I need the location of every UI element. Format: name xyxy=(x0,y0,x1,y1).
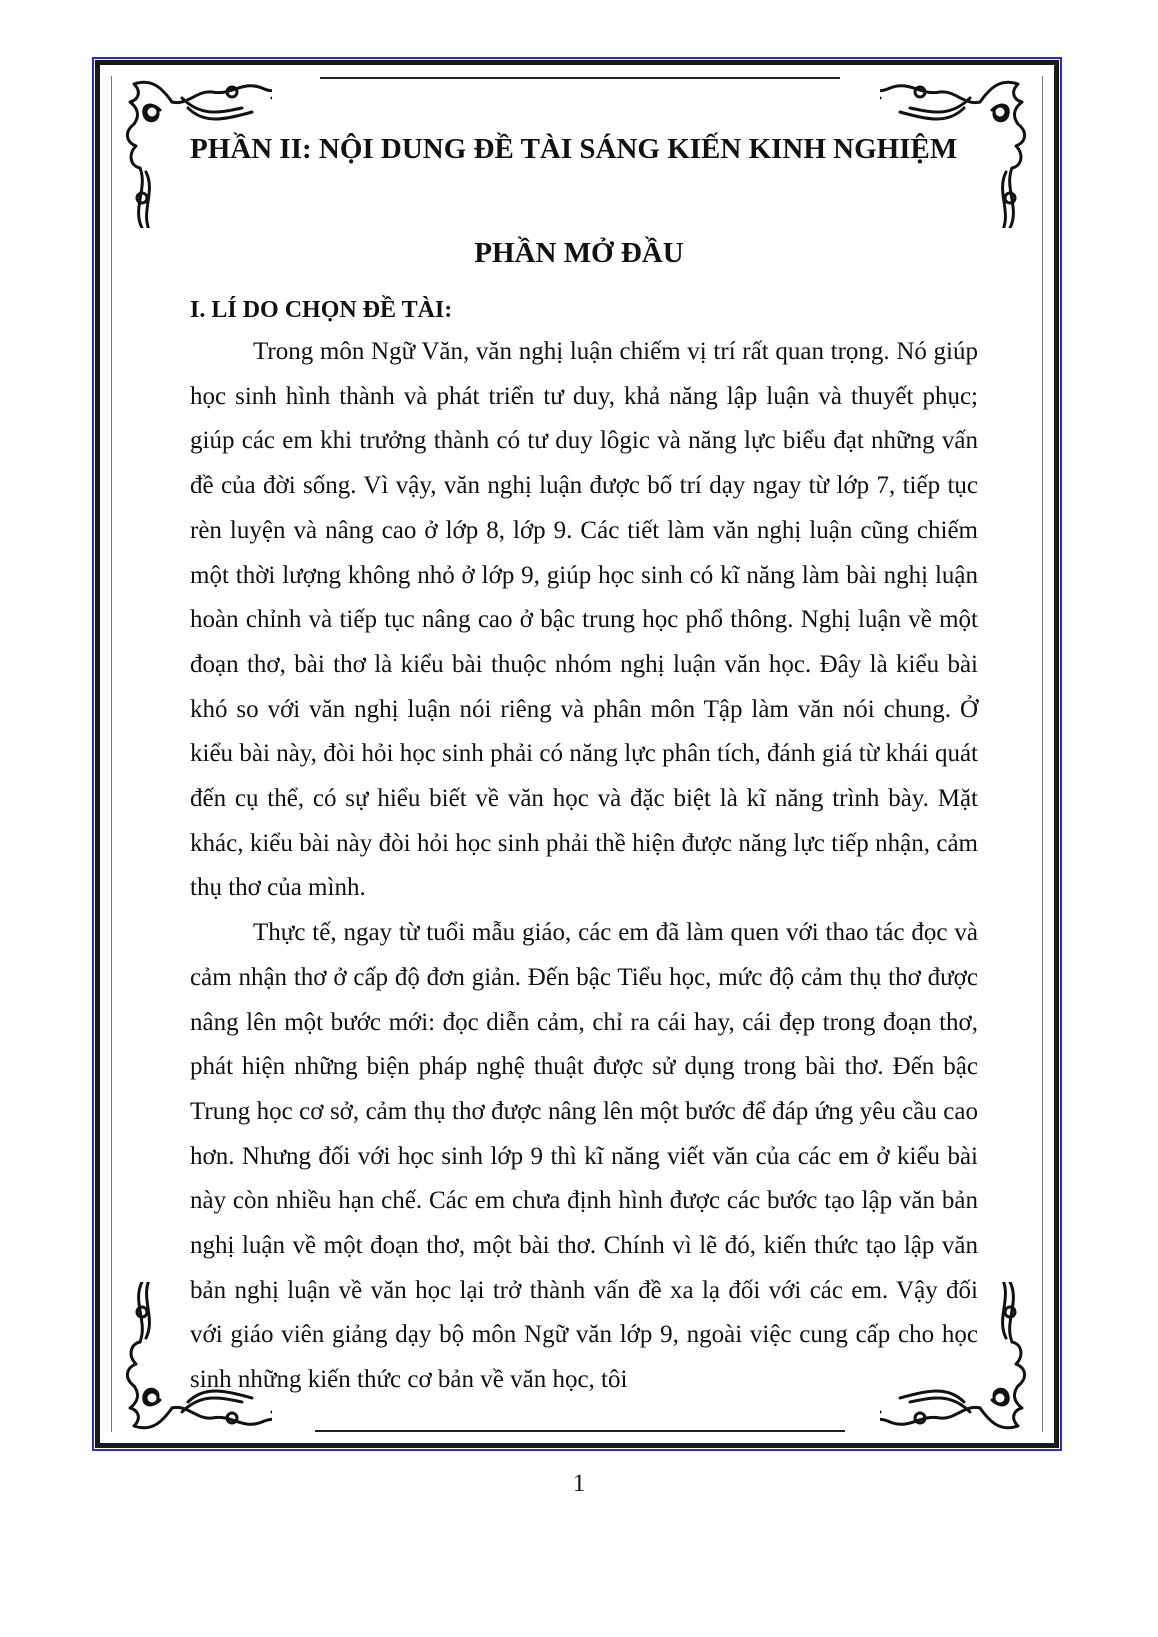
document-main-title: PHẦN II: NỘI DUNG ĐỀ TÀI SÁNG KIẾN KINH NGHIỆM xyxy=(190,133,958,165)
paragraph: Trong môn Ngữ Văn, văn nghị luận chiếm vị trí rất quan trọng. Nó giúp học sinh hình thành và phát triển tư duy, khả năng lập luận và thuyết phục; giúp các em khi trưởng thành có tư duy lôgic và năng lực biểu đạt những vấn đề của đời sống. Vì vậy, văn nghị luận được bố trí dạy ngay từ lớp 7, tiếp tục rèn luyện và nâng cao ở lớp 8, lớp 9. Các tiết làm văn nghị luận cũng chiếm một thời lượng không nhỏ ở lớp 9, giúp học sinh có kĩ năng làm bài nghị luận hoàn chỉnh và tiếp tục nâng cao ở bậc trung học phổ thông. Nghị luận về một đoạn thơ, bài thơ là kiểu bài thuộc nhóm nghị luận văn học. Đây là kiểu bài khó so với văn nghị luận nói riêng và phân môn Tập làm văn nói chung. Ở kiểu bài này, đòi hỏi học sinh phải có năng lực phân tích, đánh giá từ khái quát đến cụ thể, có sự hiểu biết về văn học và đặc biệt là kĩ năng trình bày. Mặt khác, kiểu bài này đòi hỏi học sinh phải thề hiện được năng lực tiếp nhận, cảm thụ thơ của mình. xyxy=(190,338,978,902)
body-text xyxy=(190,330,978,1403)
section-title: PHẦN MỞ ĐẦU xyxy=(474,237,684,269)
paragraph: Thực tế, ngay từ tuổi mẫu giáo, các em đã làm quen với thao tác đọc và cảm nhận thơ ở cấp độ đơn giản. Đến bậc Tiểu học, mức độ cảm thụ thơ được nâng lên một bước mới: đọc diễn cảm, chỉ ra cái hay, cái đẹp trong đoạn thơ, phát hiện những biện pháp nghệ thuật được sử dụng trong bài thơ. Đến bậc Trung học cơ sở, cảm thụ thơ được nâng lên một bước để đáp ứng yêu cầu cao hơn. Nhưng đối với học sinh lớp 9 thì kĩ năng viết văn của các em ở kiểu bài này còn nhiều hạn chế. Các em chưa định hình được các bước tạo lập văn bản nghị luận về một đoạn thơ, một bài thơ. Chính vì lẽ đó, kiến thức tạo lập văn bản nghị luận về văn học lại trở thành vấn đề xa lạ đối với các em. Vậy đối với giáo viên giảng dạy bộ môn Ngữ văn lớp 9, ngoài việc cung cấp cho học sinh những kiến thức cơ bản về văn học, tôi xyxy=(190,919,978,1394)
top-border-rule xyxy=(320,77,840,79)
page-number: 1 xyxy=(572,1470,586,1497)
bottom-border-rule xyxy=(315,1430,845,1432)
sub-heading: I. LÍ DO CHỌN ĐỀ TÀI: xyxy=(190,297,453,323)
